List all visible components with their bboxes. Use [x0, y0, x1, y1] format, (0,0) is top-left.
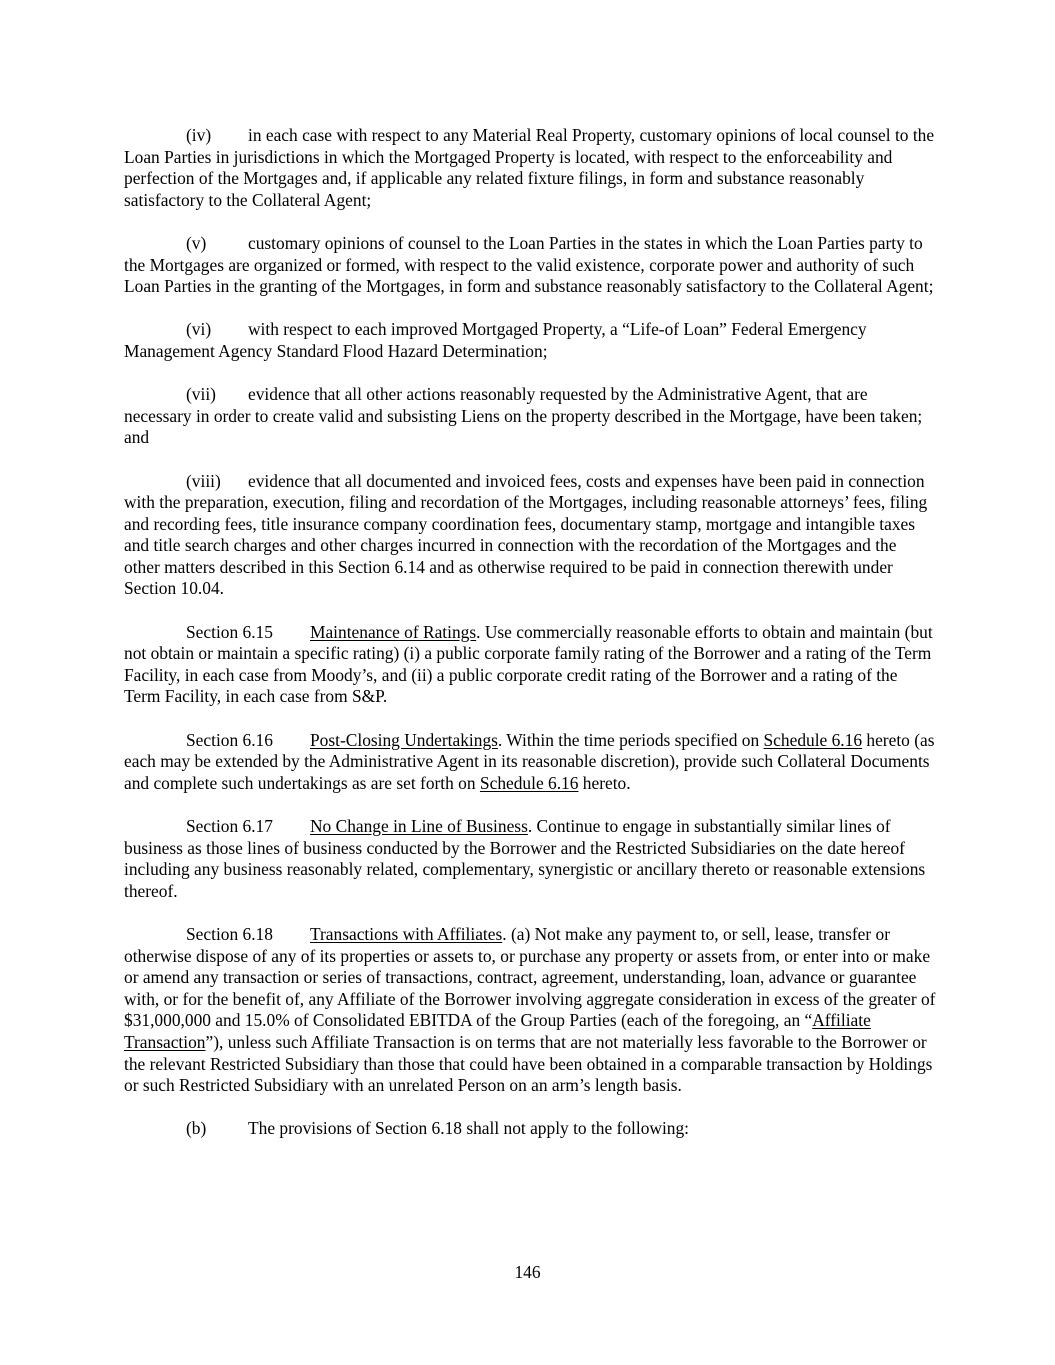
clause-label: (b): [186, 1118, 207, 1139]
page-number: 146: [514, 1262, 541, 1282]
section-number: Section 6.16: [186, 729, 273, 750]
section-text: . Within the time periods specified on: [497, 729, 764, 750]
section-heading: No Change in Line of Business: [310, 816, 528, 836]
section-number: Section 6.18: [186, 923, 273, 944]
section-text: hereto.: [578, 772, 631, 793]
section-6-15: [124, 622, 936, 708]
clause-iv: [124, 125, 936, 211]
clause-text: The provisions of Section 6.18 shall not apply to the following:: [248, 1118, 689, 1139]
section-6-18: [124, 924, 936, 1097]
clause-label: (vii): [186, 384, 216, 405]
section-heading: Post-Closing Undertakings: [310, 729, 498, 750]
schedule-reference: Schedule 6.16: [479, 772, 579, 793]
clause-text: with respect to each improved Mortgaged Property, a “Life-of Loan” Federal Emergency Management Agency Standard Flood Hazard Determination;: [124, 319, 867, 361]
section-text: . Continue to engage in substantially similar lines of business as those lines of business conducted by the Borrower and the Restricted Subsidiaries on the date hereof including any business reasonably related, complementary, synergistic or ancillary thereto or reasonable extensions thereof.: [124, 816, 926, 901]
defined-term: Affiliate Transaction: [124, 1010, 871, 1052]
clause-label: (iv): [186, 125, 212, 145]
clause-b: [124, 1118, 936, 1140]
section-number: Section 6.17: [186, 816, 273, 836]
clause-label: (v): [186, 232, 207, 253]
section-text: . Use commercially reasonable efforts to obtain and maintain (but not obtain or maintain a specific rating) (i) a public corporate family rating of the Borrower and a rating of the Term Facility, in each case from Moody’s, and (ii) a public corporate credit rating of the Borrower and a rating of the Term Facility, in each case from S&P.: [124, 621, 933, 707]
clause-text: customary opinions of counsel to the Loan Parties in the states in which the Loan Parties party to the Mortgages are organized or formed, with respect to the valid existence, corporate power and authority of such Loan Parties in the granting of the Mortgages, in form and substance reasonably satisfactory to the Collateral Agent;: [124, 232, 934, 297]
clause-vii: [124, 384, 936, 449]
section-text: . (a) Not make any payment to, or sell, lease, transfer or otherwise dispose of any of its properties or assets to, or purchase any property or assets from, or enter into or make or amend any transaction or series of transactions, contract, agreement, understanding, loan, advance or guarantee with, or for the benefit of, any Affiliate of the Borrower involving aggregate consideration in excess of the greater of $31,000,000 and 15.0% of Consolidated EBITDA of the Group Parties (each of the foregoing, an “: [124, 923, 936, 1031]
document-body: [124, 125, 936, 1162]
section-6-17: [124, 816, 936, 902]
clause-label: (viii): [186, 470, 221, 491]
clause-text: evidence that all other actions reasonably requested by the Administrative Agent, that are necessary in order to create valid and subsisting Liens on the property described in the Mortgage, have been taken; and: [124, 384, 923, 448]
section-heading: Maintenance of Ratings: [310, 621, 477, 642]
clause-viii: [124, 471, 936, 601]
section-number: Section 6.15: [186, 621, 273, 642]
clause-v: [124, 233, 936, 298]
section-text: hereto (as each may be extended by the Administrative Agent in its reasonable discretion), provide such Collateral Documents and complete such undertakings as are set forth on: [124, 729, 935, 793]
section-text: ”), unless such Affiliate Transaction is on terms that are not materially less favorable to the Borrower or the relevant Restricted Subsidiary than those that could have been obtained in a comparable transaction by Holdings or such Restricted Subsidiary with an unrelated Person on an arm’s length basis.: [124, 1031, 933, 1096]
section-heading: Transactions with Affiliates: [310, 923, 503, 944]
clause-text: in each case with respect to any Material Real Property, customary opinions of local counsel to the Loan Parties in jurisdictions in which the Mortgaged Property is located, with respect to the enforceability and perfection of the Mortgages and, if applicable any related fixture filings, in form and substance reasonably satisfactory to the Collateral Agent;: [124, 125, 935, 210]
clause-vi: [124, 319, 936, 362]
schedule-reference: Schedule 6.16: [763, 729, 863, 750]
section-6-16: [124, 730, 936, 795]
clause-text: evidence that all documented and invoiced fees, costs and expenses have been paid in connection with the preparation, execution, filing and recordation of the Mortgages, including reasonable attorneys’ fees, filing and recording fees, title insurance company coordination fees, documentary stamp, mortgage and intangible taxes and title search charges and other charges incurred in connection with the recordation of the Mortgages and the other matters described in this Section 6.14 and as otherwise required to be paid in connection therewith under Section 10.04.: [124, 470, 928, 599]
clause-label: (vi): [186, 319, 212, 340]
